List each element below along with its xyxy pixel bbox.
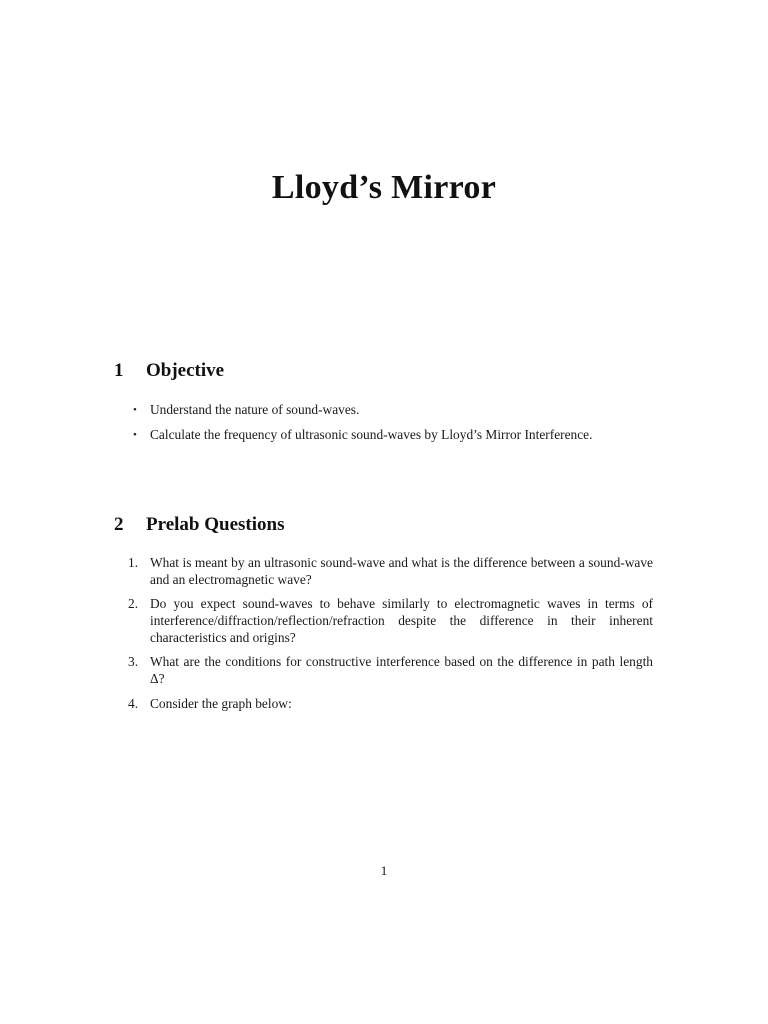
question-text: What are the conditions for constructive interference based on the difference in path length Δ? xyxy=(150,654,653,686)
section-number: 2 xyxy=(114,514,124,535)
list-item-text: Calculate the frequency of ultrasonic sound-waves by Lloyd’s Mirror Interference. xyxy=(150,427,593,443)
page-title: Lloyd’s Mirror xyxy=(271,169,497,206)
section-title: Prelab Questions xyxy=(146,514,285,535)
list-item xyxy=(128,696,653,713)
question-number: 3. xyxy=(128,654,139,670)
bullet-icon: • xyxy=(133,429,137,442)
list-item xyxy=(128,654,653,687)
question-text: What is meant by an ultrasonic sound-wave and what is the difference between a sound-wave and an electromagnetic wave? xyxy=(150,555,653,587)
prelab-question-list xyxy=(128,555,653,721)
list-item xyxy=(133,427,673,444)
question-text: Consider the graph below: xyxy=(150,695,292,711)
page-number: 1 xyxy=(380,863,388,878)
objective-bullet-list xyxy=(133,402,673,452)
question-number: 1. xyxy=(128,555,139,570)
section-title: Objective xyxy=(146,360,225,381)
bullet-icon: • xyxy=(133,404,137,416)
list-item xyxy=(128,596,653,646)
question-number: 2. xyxy=(128,596,139,612)
section-number: 1 xyxy=(114,360,124,381)
section-heading-prelab-questions xyxy=(114,513,284,537)
question-number: 4. xyxy=(128,695,139,711)
section-heading-objective xyxy=(114,359,224,383)
list-item xyxy=(128,555,653,588)
list-item-text: Understand the nature of sound-waves. xyxy=(150,402,360,417)
list-item xyxy=(133,402,673,419)
question-text: Do you expect sound-waves to behave similarly to electromagnetic waves in terms of interference/diffraction/reflection/refraction despite the difference in their inherent characteristics and origins? xyxy=(150,596,653,645)
